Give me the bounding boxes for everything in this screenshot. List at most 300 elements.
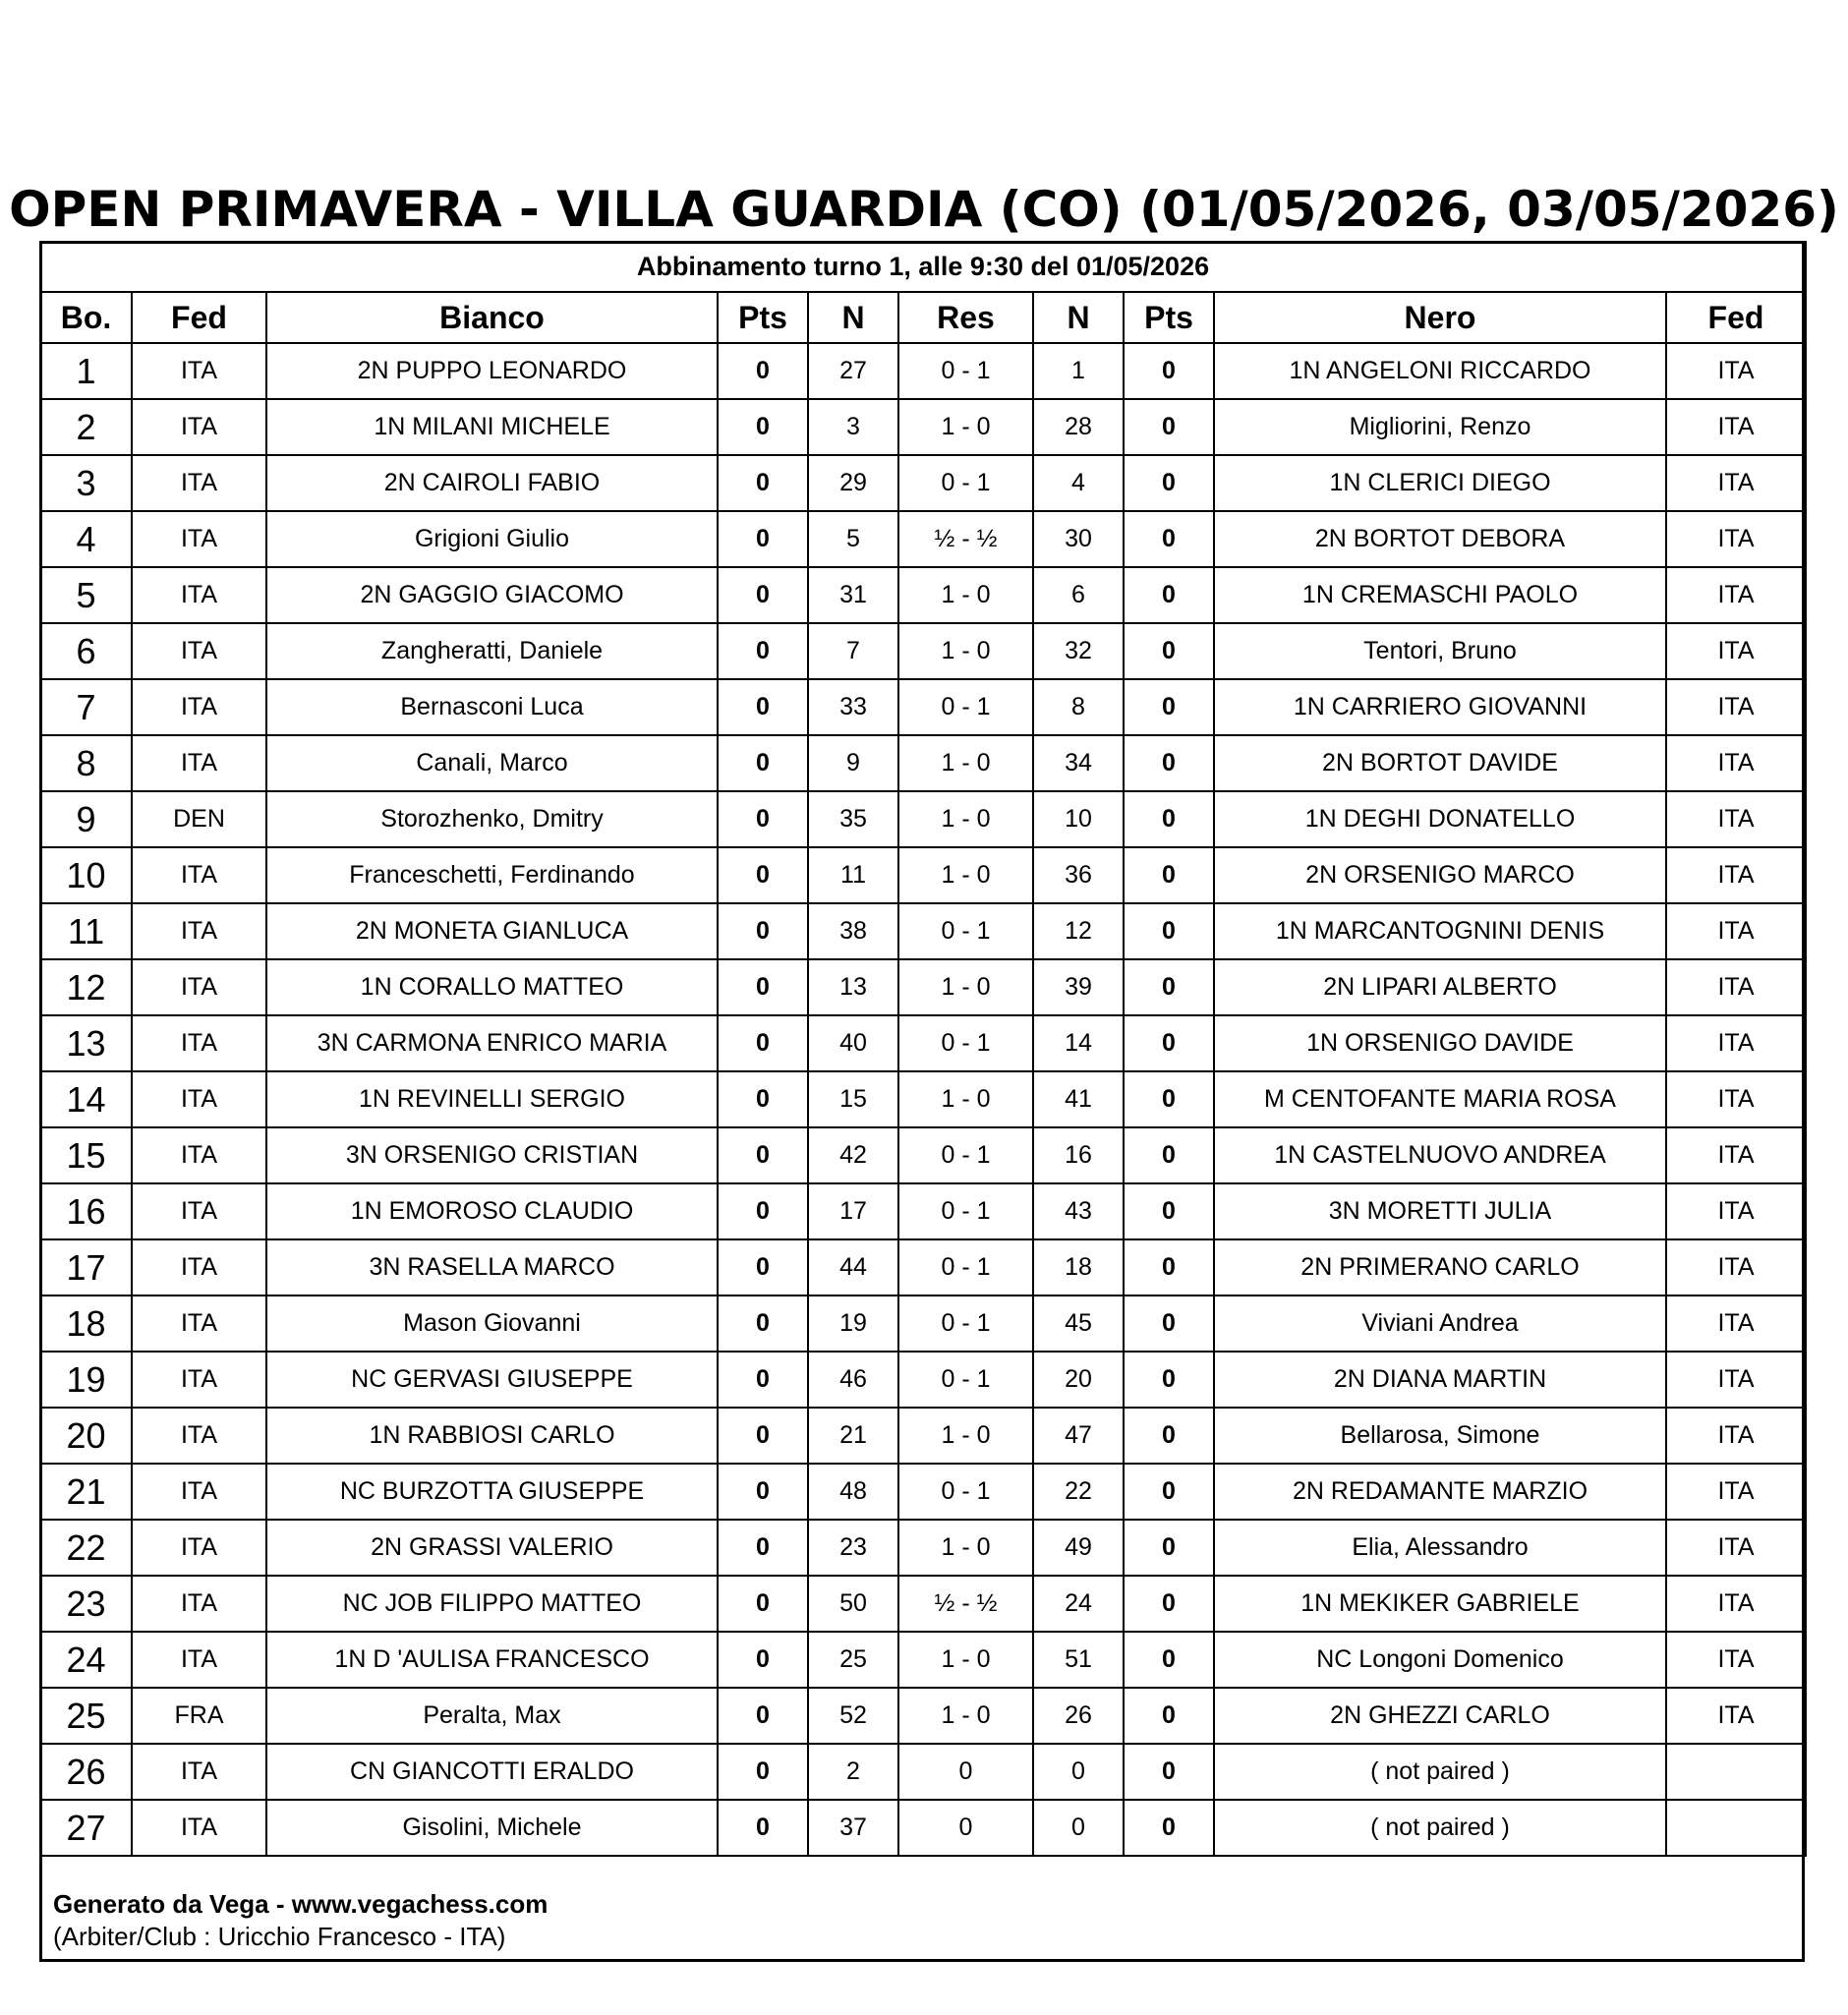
cell-fed-white: ITA [132, 1239, 266, 1295]
cell-n-black: 22 [1033, 1464, 1124, 1520]
table-row [40, 903, 1806, 959]
cell-board: 20 [40, 1408, 132, 1464]
cell-board: 22 [40, 1520, 132, 1576]
cell-fed-black: ITA [1666, 1295, 1806, 1352]
cell-n-black: 0 [1033, 1800, 1124, 1856]
cell-n-black: 39 [1033, 959, 1124, 1015]
cell-pts-white: 0 [718, 1295, 808, 1352]
cell-black-player: 1N MARCANTOGNINI DENIS [1214, 903, 1666, 959]
cell-fed-black: ITA [1666, 511, 1806, 567]
cell-white-player: 2N GAGGIO GIACOMO [266, 567, 718, 623]
table-row [40, 791, 1806, 847]
cell-black-player: 2N GHEZZI CARLO [1214, 1688, 1666, 1744]
table-row [40, 959, 1806, 1015]
cell-fed-black: ITA [1666, 1352, 1806, 1408]
cell-pts-white: 0 [718, 735, 808, 791]
cell-fed-white: ITA [132, 1352, 266, 1408]
cell-black-player: 2N BORTOT DAVIDE [1214, 735, 1666, 791]
cell-white-player: NC BURZOTTA GIUSEPPE [266, 1464, 718, 1520]
cell-pts-white: 0 [718, 1744, 808, 1800]
cell-white-player: 2N GRASSI VALERIO [266, 1520, 718, 1576]
cell-fed-white: ITA [132, 1015, 266, 1071]
cell-board: 19 [40, 1352, 132, 1408]
cell-n-white: 50 [808, 1576, 898, 1632]
cell-pts-white: 0 [718, 679, 808, 735]
cell-n-white: 15 [808, 1071, 898, 1127]
cell-result: 0 - 1 [898, 1127, 1033, 1183]
cell-result: 1 - 0 [898, 399, 1033, 455]
cell-fed-black: ITA [1666, 959, 1806, 1015]
cell-n-white: 19 [808, 1295, 898, 1352]
cell-pts-white: 0 [718, 1015, 808, 1071]
table-row [40, 1576, 1806, 1632]
header-pts-white: Pts [718, 292, 808, 343]
cell-pts-black: 0 [1124, 1239, 1214, 1295]
table-row [40, 343, 1806, 399]
cell-fed-white: ITA [132, 903, 266, 959]
cell-pts-black: 0 [1124, 1015, 1214, 1071]
cell-pts-white: 0 [718, 1239, 808, 1295]
cell-result: 0 - 1 [898, 1183, 1033, 1239]
cell-n-black: 4 [1033, 455, 1124, 511]
cell-black-player: Elia, Alessandro [1214, 1520, 1666, 1576]
cell-black-player: ( not paired ) [1214, 1800, 1666, 1856]
cell-board: 26 [40, 1744, 132, 1800]
cell-n-white: 2 [808, 1744, 898, 1800]
cell-pts-white: 0 [718, 847, 808, 903]
cell-white-player: 2N CAIROLI FABIO [266, 455, 718, 511]
cell-n-white: 29 [808, 455, 898, 511]
cell-white-player: Franceschetti, Ferdinando [266, 847, 718, 903]
cell-board: 12 [40, 959, 132, 1015]
cell-board: 9 [40, 791, 132, 847]
cell-board: 13 [40, 1015, 132, 1071]
cell-fed-white: ITA [132, 847, 266, 903]
table-row [40, 1183, 1806, 1239]
cell-board: 11 [40, 903, 132, 959]
cell-n-black: 16 [1033, 1127, 1124, 1183]
cell-black-player: Viviani Andrea [1214, 1295, 1666, 1352]
cell-fed-white: ITA [132, 511, 266, 567]
cell-black-player: 1N CASTELNUOVO ANDREA [1214, 1127, 1666, 1183]
cell-result: 0 - 1 [898, 1239, 1033, 1295]
cell-fed-black: ITA [1666, 455, 1806, 511]
cell-pts-white: 0 [718, 1408, 808, 1464]
cell-white-player: NC JOB FILIPPO MATTEO [266, 1576, 718, 1632]
cell-board: 18 [40, 1295, 132, 1352]
round-subtitle: Abbinamento turno 1, alle 9:30 del 01/05/2026 [40, 242, 1806, 292]
cell-pts-white: 0 [718, 623, 808, 679]
cell-n-black: 8 [1033, 679, 1124, 735]
cell-fed-white: ITA [132, 1071, 266, 1127]
cell-white-player: NC GERVASI GIUSEPPE [266, 1352, 718, 1408]
cell-fed-white: ITA [132, 455, 266, 511]
cell-result: 1 - 0 [898, 791, 1033, 847]
cell-black-player: 1N ANGELONI RICCARDO [1214, 343, 1666, 399]
cell-pts-black: 0 [1124, 1800, 1214, 1856]
cell-fed-white: FRA [132, 1688, 266, 1744]
header-black: Nero [1214, 292, 1666, 343]
table-row [40, 1632, 1806, 1688]
cell-result: 1 - 0 [898, 1688, 1033, 1744]
cell-pts-white: 0 [718, 1800, 808, 1856]
cell-fed-white: ITA [132, 567, 266, 623]
cell-white-player: 1N REVINELLI SERGIO [266, 1071, 718, 1127]
cell-n-black: 6 [1033, 567, 1124, 623]
cell-fed-black: ITA [1666, 623, 1806, 679]
cell-pts-black: 0 [1124, 1071, 1214, 1127]
cell-white-player: 2N MONETA GIANLUCA [266, 903, 718, 959]
cell-n-white: 44 [808, 1239, 898, 1295]
cell-n-white: 38 [808, 903, 898, 959]
cell-n-white: 21 [808, 1408, 898, 1464]
cell-fed-black: ITA [1666, 1239, 1806, 1295]
cell-result: 0 - 1 [898, 1295, 1033, 1352]
cell-n-black: 43 [1033, 1183, 1124, 1239]
table-row [40, 1295, 1806, 1352]
table-row [40, 847, 1806, 903]
cell-fed-black: ITA [1666, 1408, 1806, 1464]
cell-pts-white: 0 [718, 1183, 808, 1239]
cell-result: ½ - ½ [898, 1576, 1033, 1632]
cell-n-black: 18 [1033, 1239, 1124, 1295]
cell-white-player: 1N RABBIOSI CARLO [266, 1408, 718, 1464]
table-row [40, 1352, 1806, 1408]
cell-fed-black: ITA [1666, 1464, 1806, 1520]
cell-result: 1 - 0 [898, 1632, 1033, 1688]
cell-white-player: Bernasconi Luca [266, 679, 718, 735]
cell-n-white: 31 [808, 567, 898, 623]
cell-n-black: 34 [1033, 735, 1124, 791]
cell-fed-white: ITA [132, 679, 266, 735]
cell-fed-black: ITA [1666, 343, 1806, 399]
cell-fed-black: ITA [1666, 1127, 1806, 1183]
cell-fed-black: ITA [1666, 1632, 1806, 1688]
cell-pts-black: 0 [1124, 1408, 1214, 1464]
cell-fed-black: ITA [1666, 735, 1806, 791]
cell-result: 0 - 1 [898, 1464, 1033, 1520]
header-fed-white: Fed [132, 292, 266, 343]
cell-n-black: 14 [1033, 1015, 1124, 1071]
cell-n-black: 51 [1033, 1632, 1124, 1688]
cell-result: 1 - 0 [898, 1408, 1033, 1464]
cell-n-white: 23 [808, 1520, 898, 1576]
cell-black-player: 2N REDAMANTE MARZIO [1214, 1464, 1666, 1520]
table-row [40, 399, 1806, 455]
cell-result: 1 - 0 [898, 567, 1033, 623]
cell-pts-white: 0 [718, 511, 808, 567]
cell-n-white: 42 [808, 1127, 898, 1183]
cell-pts-black: 0 [1124, 1688, 1214, 1744]
cell-black-player: 2N BORTOT DEBORA [1214, 511, 1666, 567]
cell-black-player: 2N PRIMERANO CARLO [1214, 1239, 1666, 1295]
cell-pts-white: 0 [718, 343, 808, 399]
table-row [40, 511, 1806, 567]
table-row [40, 735, 1806, 791]
cell-pts-black: 0 [1124, 1295, 1214, 1352]
cell-n-white: 13 [808, 959, 898, 1015]
header-row [40, 292, 1806, 343]
cell-black-player: NC Longoni Domenico [1214, 1632, 1666, 1688]
header-white: Bianco [266, 292, 718, 343]
cell-fed-white: ITA [132, 1127, 266, 1183]
table-row [40, 1239, 1806, 1295]
table-row [40, 1520, 1806, 1576]
cell-board: 14 [40, 1071, 132, 1127]
cell-n-white: 35 [808, 791, 898, 847]
cell-pts-white: 0 [718, 903, 808, 959]
cell-pts-black: 0 [1124, 1127, 1214, 1183]
cell-black-player: Tentori, Bruno [1214, 623, 1666, 679]
cell-white-player: 3N CARMONA ENRICO MARIA [266, 1015, 718, 1071]
cell-result: 0 [898, 1744, 1033, 1800]
cell-fed-white: ITA [132, 1464, 266, 1520]
cell-result: 0 - 1 [898, 679, 1033, 735]
cell-black-player: Migliorini, Renzo [1214, 399, 1666, 455]
cell-pts-black: 0 [1124, 623, 1214, 679]
cell-pts-white: 0 [718, 1071, 808, 1127]
cell-pts-black: 0 [1124, 679, 1214, 735]
cell-n-white: 17 [808, 1183, 898, 1239]
table-row [40, 1127, 1806, 1183]
cell-fed-white: ITA [132, 1520, 266, 1576]
cell-fed-black: ITA [1666, 399, 1806, 455]
cell-n-white: 27 [808, 343, 898, 399]
cell-white-player: 1N EMOROSO CLAUDIO [266, 1183, 718, 1239]
cell-fed-white: ITA [132, 1800, 266, 1856]
cell-pts-white: 0 [718, 1576, 808, 1632]
cell-pts-black: 0 [1124, 1520, 1214, 1576]
cell-board: 10 [40, 847, 132, 903]
cell-board: 6 [40, 623, 132, 679]
cell-white-player: Mason Giovanni [266, 1295, 718, 1352]
cell-board: 8 [40, 735, 132, 791]
cell-fed-black: ITA [1666, 1015, 1806, 1071]
cell-fed-white: ITA [132, 1183, 266, 1239]
cell-board: 15 [40, 1127, 132, 1183]
cell-black-player: ( not paired ) [1214, 1744, 1666, 1800]
cell-n-black: 12 [1033, 903, 1124, 959]
header-pts-black: Pts [1124, 292, 1214, 343]
cell-n-black: 10 [1033, 791, 1124, 847]
cell-pts-white: 0 [718, 1520, 808, 1576]
cell-black-player: 1N MEKIKER GABRIELE [1214, 1576, 1666, 1632]
cell-white-player: CN GIANCOTTI ERALDO [266, 1744, 718, 1800]
cell-result: 0 - 1 [898, 1352, 1033, 1408]
cell-white-player: Storozhenko, Dmitry [266, 791, 718, 847]
cell-result: 0 [898, 1800, 1033, 1856]
cell-fed-black: ITA [1666, 1520, 1806, 1576]
cell-black-player: Bellarosa, Simone [1214, 1408, 1666, 1464]
cell-result: 0 - 1 [898, 343, 1033, 399]
cell-board: 5 [40, 567, 132, 623]
cell-white-player: Zangheratti, Daniele [266, 623, 718, 679]
cell-pts-black: 0 [1124, 1632, 1214, 1688]
cell-board: 17 [40, 1239, 132, 1295]
cell-n-black: 20 [1033, 1352, 1124, 1408]
cell-pts-white: 0 [718, 791, 808, 847]
cell-white-player: Peralta, Max [266, 1688, 718, 1744]
cell-board: 25 [40, 1688, 132, 1744]
cell-pts-black: 0 [1124, 567, 1214, 623]
footer-arbiter: (Arbiter/Club : Uricchio Francesco - ITA) [53, 1922, 506, 1951]
table-row [40, 1071, 1806, 1127]
cell-black-player: M CENTOFANTE MARIA ROSA [1214, 1071, 1666, 1127]
cell-white-player: 3N ORSENIGO CRISTIAN [266, 1127, 718, 1183]
cell-n-black: 28 [1033, 399, 1124, 455]
cell-result: 1 - 0 [898, 1520, 1033, 1576]
cell-black-player: 2N LIPARI ALBERTO [1214, 959, 1666, 1015]
cell-n-white: 25 [808, 1632, 898, 1688]
cell-n-black: 47 [1033, 1408, 1124, 1464]
cell-pts-white: 0 [718, 959, 808, 1015]
cell-fed-white: ITA [132, 1632, 266, 1688]
cell-pts-white: 0 [718, 1464, 808, 1520]
cell-board: 21 [40, 1464, 132, 1520]
page-title: OPEN PRIMAVERA - VILLA GUARDIA (CO) (01/05/2026, 03/05/2026) [9, 181, 1839, 238]
cell-white-player: 3N RASELLA MARCO [266, 1239, 718, 1295]
cell-black-player: 2N ORSENIGO MARCO [1214, 847, 1666, 903]
subtitle-row [40, 242, 1806, 292]
cell-fed-black: ITA [1666, 847, 1806, 903]
cell-pts-black: 0 [1124, 903, 1214, 959]
cell-n-white: 46 [808, 1352, 898, 1408]
table-row [40, 1408, 1806, 1464]
cell-n-black: 24 [1033, 1576, 1124, 1632]
header-result: Res [898, 292, 1033, 343]
cell-result: 0 - 1 [898, 1015, 1033, 1071]
cell-pts-black: 0 [1124, 343, 1214, 399]
cell-pts-black: 0 [1124, 455, 1214, 511]
cell-fed-white: ITA [132, 959, 266, 1015]
cell-n-white: 52 [808, 1688, 898, 1744]
cell-n-white: 5 [808, 511, 898, 567]
cell-board: 23 [40, 1576, 132, 1632]
cell-n-white: 37 [808, 1800, 898, 1856]
cell-n-black: 36 [1033, 847, 1124, 903]
table-row [40, 1464, 1806, 1520]
cell-fed-white: ITA [132, 1744, 266, 1800]
cell-board: 7 [40, 679, 132, 735]
cell-board: 27 [40, 1800, 132, 1856]
cell-board: 1 [40, 343, 132, 399]
cell-n-white: 9 [808, 735, 898, 791]
cell-n-white: 3 [808, 399, 898, 455]
table-row [40, 1688, 1806, 1744]
cell-fed-white: DEN [132, 791, 266, 847]
cell-white-player: 1N CORALLO MATTEO [266, 959, 718, 1015]
table-row [40, 567, 1806, 623]
cell-n-black: 26 [1033, 1688, 1124, 1744]
cell-fed-white: ITA [132, 1576, 266, 1632]
cell-result: 1 - 0 [898, 623, 1033, 679]
cell-pts-black: 0 [1124, 959, 1214, 1015]
cell-n-black: 32 [1033, 623, 1124, 679]
cell-pts-white: 0 [718, 455, 808, 511]
cell-result: 1 - 0 [898, 847, 1033, 903]
cell-pts-black: 0 [1124, 847, 1214, 903]
cell-pts-black: 0 [1124, 1464, 1214, 1520]
cell-n-white: 40 [808, 1015, 898, 1071]
cell-white-player: 2N PUPPO LEONARDO [266, 343, 718, 399]
footer-generated: Generato da Vega - www.vegachess.com [53, 1889, 549, 1919]
cell-black-player: 1N CARRIERO GIOVANNI [1214, 679, 1666, 735]
cell-black-player: 1N ORSENIGO DAVIDE [1214, 1015, 1666, 1071]
cell-n-black: 45 [1033, 1295, 1124, 1352]
cell-fed-black: ITA [1666, 679, 1806, 735]
cell-pts-black: 0 [1124, 511, 1214, 567]
cell-fed-black: ITA [1666, 567, 1806, 623]
cell-pts-black: 0 [1124, 791, 1214, 847]
cell-fed-white: ITA [132, 1295, 266, 1352]
cell-result: 1 - 0 [898, 735, 1033, 791]
table-row [40, 623, 1806, 679]
table-row [40, 1015, 1806, 1071]
cell-n-white: 7 [808, 623, 898, 679]
cell-result: 0 - 1 [898, 455, 1033, 511]
cell-fed-white: ITA [132, 343, 266, 399]
cell-result: 1 - 0 [898, 959, 1033, 1015]
cell-black-player: 1N CLERICI DIEGO [1214, 455, 1666, 511]
cell-n-white: 48 [808, 1464, 898, 1520]
cell-board: 3 [40, 455, 132, 511]
cell-pts-black: 0 [1124, 1352, 1214, 1408]
cell-n-black: 41 [1033, 1071, 1124, 1127]
cell-pts-black: 0 [1124, 1744, 1214, 1800]
header-n-white: N [808, 292, 898, 343]
cell-result: ½ - ½ [898, 511, 1033, 567]
cell-n-black: 49 [1033, 1520, 1124, 1576]
cell-board: 24 [40, 1632, 132, 1688]
cell-white-player: Grigioni Giulio [266, 511, 718, 567]
cell-board: 2 [40, 399, 132, 455]
cell-black-player: 3N MORETTI JULIA [1214, 1183, 1666, 1239]
cell-fed-black: ITA [1666, 903, 1806, 959]
cell-n-black: 1 [1033, 343, 1124, 399]
cell-fed-black: ITA [1666, 1576, 1806, 1632]
cell-pts-white: 0 [718, 567, 808, 623]
cell-pts-black: 0 [1124, 399, 1214, 455]
cell-fed-white: ITA [132, 1408, 266, 1464]
cell-result: 0 - 1 [898, 903, 1033, 959]
cell-fed-white: ITA [132, 735, 266, 791]
cell-board: 16 [40, 1183, 132, 1239]
cell-result: 1 - 0 [898, 1071, 1033, 1127]
cell-white-player: 1N MILANI MICHELE [266, 399, 718, 455]
cell-fed-black [1666, 1800, 1806, 1856]
cell-pts-white: 0 [718, 1688, 808, 1744]
cell-pts-white: 0 [718, 1632, 808, 1688]
cell-n-white: 33 [808, 679, 898, 735]
cell-n-white: 11 [808, 847, 898, 903]
cell-pts-black: 0 [1124, 735, 1214, 791]
cell-fed-black: ITA [1666, 1688, 1806, 1744]
cell-pts-black: 0 [1124, 1576, 1214, 1632]
cell-black-player: 2N DIANA MARTIN [1214, 1352, 1666, 1408]
header-n-black: N [1033, 292, 1124, 343]
cell-black-player: 1N CREMASCHI PAOLO [1214, 567, 1666, 623]
table-row [40, 455, 1806, 511]
cell-fed-white: ITA [132, 623, 266, 679]
cell-white-player: Canali, Marco [266, 735, 718, 791]
cell-pts-black: 0 [1124, 1183, 1214, 1239]
pairings-table [39, 241, 1807, 1857]
cell-fed-black: ITA [1666, 1071, 1806, 1127]
cell-n-black: 0 [1033, 1744, 1124, 1800]
cell-fed-black: ITA [1666, 1183, 1806, 1239]
cell-pts-white: 0 [718, 1352, 808, 1408]
cell-white-player: 1N D 'AULISA FRANCESCO [266, 1632, 718, 1688]
